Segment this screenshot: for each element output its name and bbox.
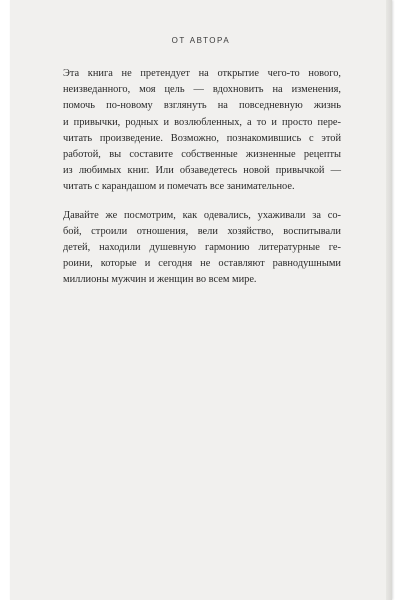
- text-line: Давайте же посмотрим, как одевались, ухаживали за со-: [63, 209, 341, 221]
- text-line: читать произведение. Возможно, познакомившись с этой: [63, 132, 341, 144]
- paragraph-2: [63, 208, 341, 289]
- text-line: неизведанного, моя цель — вдохновить на изменения,: [63, 84, 341, 96]
- page-edge: [386, 0, 392, 600]
- text-line: из любимых книг. Или обзаведетесь новой привычкой —: [63, 165, 341, 177]
- text-line: детей, находили душевную гармонию литературные ге-: [63, 242, 341, 254]
- text-line: роини, которые и сегодня не оставляют равнодушными: [63, 258, 341, 270]
- body-text: [63, 66, 341, 301]
- text-line: Эта книга не претендует на открытие чего-то нового,: [63, 68, 341, 79]
- text-line: миллионы мужчин и женщин во всем мире.: [63, 274, 257, 286]
- running-title: ОТ АВТОРА: [171, 36, 231, 45]
- text-line: и привычки, родных и возлюбленных, а то и просто пере-: [63, 116, 341, 128]
- text-line: читать с карандашом и помечать все занимательное.: [63, 181, 295, 193]
- book-page: [10, 0, 392, 600]
- text-line: работой, вы составите собственные жизненные рецепты: [63, 149, 341, 161]
- text-line: бой, строили отношения, вели хозяйство, воспитывали: [63, 225, 341, 237]
- paragraph-1: [63, 66, 341, 196]
- text-line: помочь по-новому взглянуть на повседневную жизнь: [63, 100, 341, 112]
